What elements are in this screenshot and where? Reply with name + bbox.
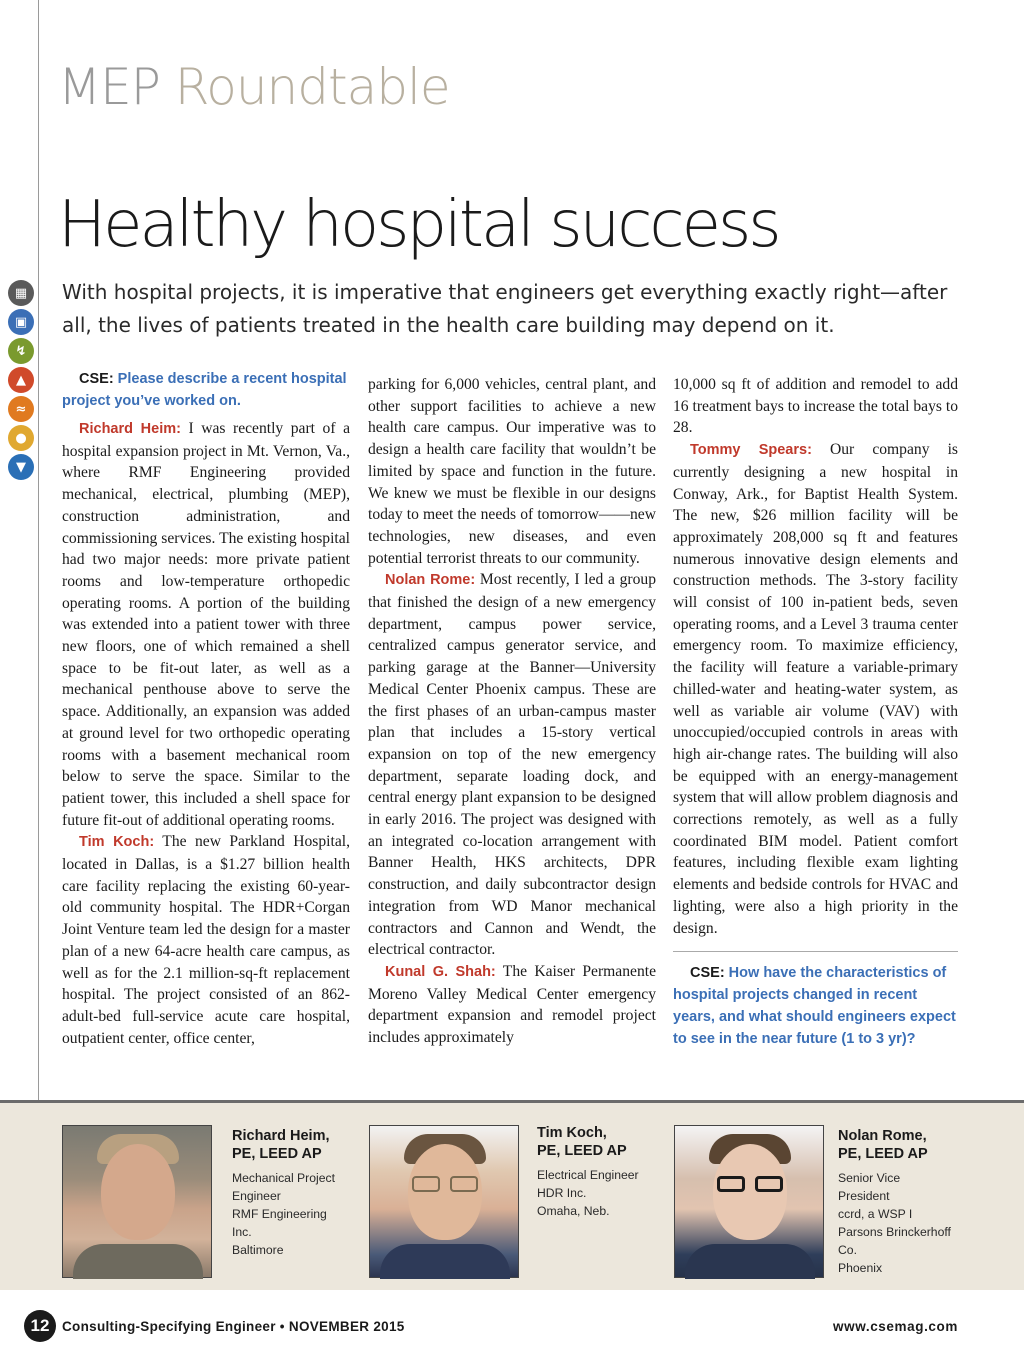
bio-line: Electrical Engineer (537, 1168, 639, 1182)
section-label (58, 58, 450, 116)
heat-icon: ≈ (8, 396, 34, 422)
lightning-icon: ↯ (8, 338, 34, 364)
bio-line: Baltimore (232, 1243, 284, 1257)
photo-body (380, 1244, 510, 1279)
photo-body (685, 1244, 815, 1279)
bio-line: Phoenix (838, 1261, 883, 1275)
bio-line: RMF Engineering (232, 1207, 327, 1221)
building-icon: ▣ (8, 309, 34, 335)
bio-line: Parsons Brinckerhoff (838, 1225, 951, 1239)
photo-face (408, 1144, 482, 1240)
bio-richard-heim (232, 1127, 362, 1259)
bio-line: ccrd, a WSP I (838, 1207, 913, 1221)
glasses (412, 1176, 478, 1192)
page-number: 12 (24, 1310, 56, 1342)
speaker-tommy-spears: Tommy Spears: (690, 442, 812, 459)
photo-body (73, 1244, 203, 1279)
margin-rule (38, 0, 39, 1100)
bio-credentials: PE, LEED AP (838, 1146, 928, 1162)
bio-line: Inc. (232, 1225, 252, 1239)
question-2-cse: CSE: (690, 965, 725, 982)
bio-band-rule (0, 1100, 1024, 1103)
question-2 (673, 962, 958, 1050)
bio-name: Nolan Rome, (838, 1128, 927, 1144)
question-1 (62, 368, 350, 412)
answer-richard-heim-text: I was recently part of a hospital expansion project in Mt. Vernon, Va., where RMF Engineering provided mechanical, electrical, plumbing (MEP), construction administration, and commissioning services. The existing hospital had two major needs: more private patient rooms and low-temperature orthopedic operating rooms. A portion of the building was extended into a patient tower with three new floors, one of which remained a shell space to be fit-out later, as well as a mechanical penthouse above to serve the space. Additionally, an expansion was added at ground level for two orthopedic operating rooms with a basement mechanical room below to serve the space. Similar to the patient tower, this included a shell space for future fit-out of additional operating rooms. (62, 420, 350, 829)
answer-kunal-shah-continued: 10,000 sq ft of addition and remodel to add 16 treatment bays to increase the total bays to 28. (673, 376, 958, 437)
speaker-kunal-shah: Kunal G. Shah: (385, 963, 496, 980)
text-column-2 (368, 374, 656, 1049)
photo-nolan-rome (674, 1125, 824, 1278)
bio-tim-koch (537, 1124, 667, 1220)
answer-tim-koch-text: The new Parkland Hospital, located in Dallas, is a $1.27 billion health care facility replacing the existing 60-year-old community hospital. The HDR+Corgan Joint Venture team led the design for a master plan of a new 64-acre health care campus, as well as for the 2.1 million-sq-ft replacement hospital. The project consisted of an 862-adult-bed full-service acute care hospital, outpatient center, office center, (62, 833, 350, 1047)
bio-nolan-rome (838, 1127, 968, 1277)
speaker-tim-koch: Tim Koch: (79, 834, 155, 851)
answer-nolan-rome-text: Most recently, I led a group that finished the design of a new emergency department, campus power service, centralized campus generator service, and parking garage at the Banner—University Medical Center Phoenix campus. These are the first phases of an urban-campus master plan that includes a 15-story vertical expansion on top of the new emergency department, separate loading dock, and central energy plant expansion to be designed in early 2016. The project was designed with an integrated co-location arrangement with Banner Health, HKS architects, DPR construction, and daily subcontractor design integration from WD Manor mechanical contractors and Cannon and Wendt, the electrical contractor. (368, 571, 656, 959)
article-headline: Healthy hospital success (58, 188, 779, 262)
photo-richard-heim (62, 1125, 212, 1278)
question-1-cse: CSE: (79, 371, 114, 387)
question-1-text: Please describe a recent hospital project you’ve worked on. (62, 371, 347, 409)
bio-name: Richard Heim, (232, 1128, 330, 1144)
question-2-text: How have the characteristics of hospital projects changed in recent years, and what should engineers expect to see in the near future (1 to 3 yr)? (673, 965, 956, 1048)
website-url: www.csemag.com (833, 1319, 958, 1334)
answer-tommy-spears-text: Our company is currently designing a new hospital in Conway, Ark., for Baptist Health System. The new, $26 million facility will be approximately 208,000 sq ft and features numerous innovative design elements and construction methods. The 3-story facility will consist of 100 in-patient beds, seven operating rooms, and a Level 3 trauma center emergency room. To maximize efficiency, the facility will feature a variable-primary chilled-water and heating-water system, as well as variable air volume (VAV) with unoccupied/occupied controls in areas with high air-change rates. The building will also be equipped with an energy-management system that will allow problem diagnosis and corrections remotely, as well as a fully coordinated BIM model. Patient comfort features, including flexible exam lighting elements and bedside controls for HVAC and lighting, were also a high priority in the design. (673, 441, 958, 937)
bio-line: HDR Inc. (537, 1186, 587, 1200)
answer-kunal-shah (368, 961, 656, 1049)
answer-richard-heim (62, 418, 350, 831)
speaker-richard-heim: Richard Heim: (79, 421, 181, 437)
answer-nolan-rome (368, 569, 656, 961)
calculator-icon: ▦ (8, 280, 34, 306)
answer-tim-koch (62, 831, 350, 1049)
answer-tim-koch-continued: parking for 6,000 vehicles, central plant, and other support facilities to achieve a new health care campus. Our imperative was to design a health care facility that wouldn’t be limited by space and function in the future. We knew we must be flexible in our designs today to meet the needs of tomorrow——new technologies, new diseases, and even potential terrorist threats to our community. (368, 376, 656, 567)
answer-kunal-shah-text: The Kaiser Permanente Moreno Valley Medical Center emergency department expansion and remodel project includes approximately (368, 962, 656, 1047)
article-deck: With hospital projects, it is imperative that engineers get everything exactly right—after all, the lives of patients treated in the health care building may depend on it. (62, 280, 948, 337)
bio-line: Engineer (232, 1189, 281, 1203)
photo-face (713, 1144, 787, 1240)
water-drop-icon: ▼ (8, 454, 34, 480)
text-column-3 (673, 374, 958, 1056)
photo-face (101, 1144, 175, 1240)
section-label-roundtable: Roundtable (159, 58, 450, 116)
bio-line: Mechanical Project (232, 1171, 335, 1185)
section-label-mep: MEP (58, 58, 160, 116)
text-column-1 (62, 368, 350, 1049)
glasses (717, 1176, 783, 1192)
question-divider (673, 951, 958, 952)
speaker-nolan-rome: Nolan Rome: (385, 572, 476, 589)
photo-tim-koch (369, 1125, 519, 1278)
bio-name: Tim Koch, (537, 1125, 607, 1141)
bio-credentials: PE, LEED AP (232, 1146, 322, 1162)
bio-line: President (838, 1189, 890, 1203)
page-footer (0, 1310, 1024, 1346)
lightbulb-icon: ● (8, 425, 34, 451)
category-icons (8, 280, 38, 483)
answer-tommy-spears (673, 439, 958, 939)
publication-line: Consulting-Specifying Engineer • NOVEMBER 2015 (62, 1319, 405, 1334)
bio-line: Co. (838, 1243, 857, 1257)
bio-line: Omaha, Neb. (537, 1204, 610, 1218)
bio-line: Senior Vice (838, 1171, 901, 1185)
bio-credentials: PE, LEED AP (537, 1143, 627, 1159)
flame-icon: ▲ (8, 367, 34, 393)
